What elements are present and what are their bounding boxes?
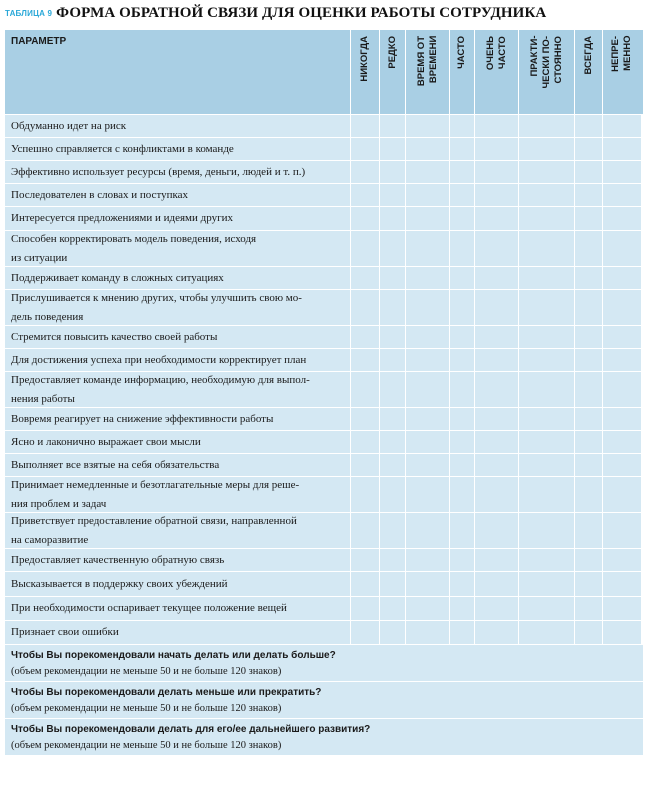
rating-cell[interactable] [406,431,450,453]
rating-cell[interactable] [351,267,380,289]
param-text: Для достижения успеха при необходимости корректирует план [11,353,307,366]
rating-cell[interactable] [475,138,519,160]
rating-cell[interactable] [519,290,575,325]
rating-cell[interactable] [475,372,519,407]
table-row [5,161,643,184]
param-cell [5,290,351,325]
rating-cell[interactable] [450,290,475,325]
rating-cell[interactable] [406,326,450,348]
rating-cell[interactable] [450,477,475,512]
rating-cell[interactable] [380,597,406,620]
rating-cell[interactable] [603,326,641,348]
column-header [575,30,603,114]
column-header [406,30,450,114]
param-cell [5,431,351,453]
param-cell [5,621,351,644]
rating-cell[interactable] [475,326,519,348]
rating-cell[interactable] [450,597,475,620]
questions-block [5,645,643,756]
param-cell [5,408,351,430]
rating-cell[interactable] [351,477,380,512]
rating-cell[interactable] [603,372,641,407]
param-cell [5,513,351,548]
question-note: (объем рекомендации не меньше 50 и не больше 120 знаков) [11,740,282,751]
rating-cell[interactable] [519,454,575,476]
rating-cell[interactable] [519,326,575,348]
rating-cell[interactable] [603,454,641,476]
rating-cell[interactable] [519,621,575,644]
table-row [5,326,643,349]
rating-cell[interactable] [519,597,575,620]
rating-cell[interactable] [406,621,450,644]
question-note: (объем рекомендации не меньше 50 и не больше 120 знаков) [11,666,282,677]
question-text: Чтобы Вы порекомендовали делать для его/ее дальнейшего развития? [11,724,371,735]
rating-cell[interactable] [380,290,406,325]
rating-cell[interactable] [450,267,475,289]
table-row [5,597,643,621]
param-text: Интересуется предложениями и идеями других [11,212,233,224]
rating-cell[interactable] [351,372,380,407]
table-row [5,207,643,231]
table-row [5,408,643,431]
param-cell [5,477,351,512]
param-text: Ясно и лаконично выражает свои мысли [11,435,201,448]
rating-cell[interactable] [519,477,575,512]
rating-cell[interactable] [406,513,450,548]
rating-cell[interactable] [406,572,450,596]
rating-cell[interactable] [603,267,641,289]
rating-cell[interactable] [406,231,450,266]
rating-cell[interactable] [519,161,575,183]
param-text: При необходимости оспаривает текущее положение вещей [11,602,287,614]
rating-cell[interactable] [475,207,519,230]
rating-cell[interactable] [603,207,641,230]
rating-cell[interactable] [351,115,380,137]
rating-cell[interactable] [406,115,450,137]
rating-cell[interactable] [603,231,641,266]
column-header-label: ПРАКТИ- ЧЕСКИ ПО- СТОЯННО [528,36,564,89]
param-text: Высказывается в поддержку своих убеждений [11,577,228,590]
table-row [5,372,643,408]
rating-cell[interactable] [575,207,603,230]
rating-cell[interactable] [475,184,519,206]
rating-cell[interactable] [380,184,406,206]
rating-cell[interactable] [575,477,603,512]
question-note: (объем рекомендации не меньше 50 и не больше 120 знаков) [11,703,282,714]
rating-cell[interactable] [406,597,450,620]
rating-cell[interactable] [380,326,406,348]
rating-cell[interactable] [351,290,380,325]
rating-cell[interactable] [351,349,380,371]
param-cell [5,115,351,137]
table-row [5,431,643,454]
rating-cell[interactable] [450,115,475,137]
rating-cell[interactable] [519,115,575,137]
rating-cell[interactable] [519,431,575,453]
param-cell [5,184,351,206]
param-text: Прислушивается к мнению других, чтобы улучшить свою мо- [11,291,302,304]
rating-cell[interactable] [450,621,475,644]
param-text: Вовремя реагирует на снижение эффективности работы [11,412,274,425]
rating-cell[interactable] [603,621,641,644]
param-cell [5,349,351,371]
param-cell [5,597,351,620]
column-header [351,30,380,114]
table-body [5,115,643,645]
column-header-label: НИКОГДА [359,36,370,82]
rating-cell[interactable] [380,267,406,289]
table-row [5,184,643,207]
rating-cell[interactable] [575,549,603,571]
rating-cell[interactable] [380,454,406,476]
rating-cell[interactable] [351,431,380,453]
table-header [5,30,643,115]
rating-cell[interactable] [603,513,641,548]
rating-cell[interactable] [380,138,406,160]
rating-cell[interactable] [380,349,406,371]
column-header-label: ВСЕГДА [582,36,594,75]
rating-cell[interactable] [519,549,575,571]
rating-cell[interactable] [475,572,519,596]
table-row [5,454,643,477]
param-text: ния проблем и задач [11,497,107,510]
param-cell [5,161,351,183]
param-text: Способен корректировать модель поведения, исходя [11,232,257,245]
rating-cell[interactable] [575,372,603,407]
question-text: Чтобы Вы порекомендовали начать делать или делать больше? [11,650,336,661]
rating-cell[interactable] [351,184,380,206]
rating-cell[interactable] [575,326,603,348]
param-text: Предоставляет команде информацию, необходимую для выпол- [11,373,310,386]
rating-cell[interactable] [575,115,603,137]
rating-cell[interactable] [519,267,575,289]
param-text: Выполняет все взятые на себя обязательства [11,458,220,471]
table-row [5,231,643,267]
rating-cell[interactable] [380,207,406,230]
rating-cell[interactable] [380,549,406,571]
rating-cell[interactable] [603,161,641,183]
rating-cell[interactable] [575,231,603,266]
rating-cell[interactable] [519,349,575,371]
rating-cell[interactable] [603,349,641,371]
rating-cell[interactable] [406,349,450,371]
rating-cell[interactable] [406,161,450,183]
rating-cell[interactable] [450,138,475,160]
rating-cell[interactable] [475,349,519,371]
rating-cell[interactable] [450,349,475,371]
rating-cell[interactable] [406,207,450,230]
rating-cell[interactable] [406,138,450,160]
rating-cell[interactable] [450,454,475,476]
rating-cell[interactable] [406,454,450,476]
rating-cell[interactable] [351,326,380,348]
rating-cell[interactable] [351,161,380,183]
rating-cell[interactable] [351,572,380,596]
rating-cell[interactable] [575,184,603,206]
rating-cell[interactable] [475,597,519,620]
column-header-label: ВРЕМЯ ОТ ВРЕМЕНИ [415,36,439,87]
rating-cell[interactable] [380,408,406,430]
rating-cell[interactable] [603,184,641,206]
rating-cell[interactable] [519,184,575,206]
rating-cell[interactable] [406,184,450,206]
rating-cell[interactable] [406,267,450,289]
column-header-label: ЧАСТО [456,36,467,69]
rating-cell[interactable] [475,513,519,548]
table-label: ТАБЛИЦА 9 [5,8,53,18]
rating-cell[interactable] [475,477,519,512]
param-text: Последователен в словах и поступках [11,188,189,201]
rating-cell[interactable] [603,431,641,453]
rating-cell[interactable] [575,267,603,289]
param-cell [5,267,351,289]
column-header-label: РЕДКО [386,36,398,69]
rating-cell[interactable] [351,408,380,430]
rating-cell[interactable] [519,572,575,596]
rating-cell[interactable] [450,161,475,183]
rating-cell[interactable] [575,597,603,620]
param-text: дель поведения [11,310,84,323]
rating-cell[interactable] [406,372,450,407]
param-header: ПАРАМЕТР [5,30,351,114]
rating-cell[interactable] [519,138,575,160]
table-row [5,290,643,326]
rating-cell[interactable] [575,349,603,371]
rating-cell[interactable] [351,621,380,644]
rating-cell[interactable] [380,431,406,453]
rating-cell[interactable] [380,115,406,137]
rating-cell[interactable] [575,431,603,453]
column-header [380,30,406,114]
rating-cell[interactable] [475,161,519,183]
rating-cell[interactable] [603,597,641,620]
rating-cell[interactable] [450,513,475,548]
param-text: Поддерживает команду в сложных ситуациях [11,271,224,284]
rating-cell[interactable] [351,454,380,476]
rating-cell[interactable] [575,513,603,548]
table-row [5,513,643,549]
param-text: на саморазвитие [11,533,89,546]
rating-cell[interactable] [575,290,603,325]
rating-cell[interactable] [603,549,641,571]
rating-cell[interactable] [475,454,519,476]
rating-cell[interactable] [475,408,519,430]
rating-cell[interactable] [450,408,475,430]
table-row [5,267,643,290]
rating-cell[interactable] [406,408,450,430]
rating-cell[interactable] [575,138,603,160]
rating-cell[interactable] [519,372,575,407]
param-cell [5,231,351,266]
rating-cell[interactable] [575,572,603,596]
recommendation-box[interactable] [5,719,643,756]
rating-cell[interactable] [450,326,475,348]
rating-cell[interactable] [475,267,519,289]
param-text: из ситуации [11,251,68,264]
rating-cell[interactable] [475,621,519,644]
rating-cell[interactable] [380,231,406,266]
rating-cell[interactable] [380,477,406,512]
rating-cell[interactable] [450,549,475,571]
rating-cell[interactable] [450,231,475,266]
rating-cell[interactable] [603,477,641,512]
rating-cell[interactable] [575,454,603,476]
table-row [5,549,643,572]
rating-cell[interactable] [475,290,519,325]
param-text: Стремится повысить качество своей работы [11,330,218,343]
rating-cell[interactable] [519,408,575,430]
param-cell [5,138,351,160]
column-header [603,30,641,114]
rating-cell[interactable] [380,513,406,548]
rating-cell[interactable] [519,231,575,266]
param-text: Обдуманно идет на риск [11,119,127,132]
rating-cell[interactable] [351,549,380,571]
table-row [5,477,643,513]
feedback-table [5,30,643,756]
param-text: Признает свои ошибки [11,626,119,638]
param-text: Приветствует предоставление обратной связи, направленной [11,514,297,527]
rating-cell[interactable] [450,431,475,453]
param-cell [5,326,351,348]
param-text: Успешно справляется с конфликтами в команде [11,142,234,155]
rating-cell[interactable] [351,597,380,620]
param-text: нения работы [11,392,75,405]
rating-cell[interactable] [603,572,641,596]
param-text: Эффективно использует ресурсы (время, деньги, людей и т. п.) [11,165,306,178]
rating-cell[interactable] [475,231,519,266]
rating-cell[interactable] [380,161,406,183]
rating-cell[interactable] [351,138,380,160]
rating-cell[interactable] [519,513,575,548]
rating-cell[interactable] [380,372,406,407]
table-row [5,621,643,645]
rating-cell[interactable] [603,138,641,160]
param-cell [5,372,351,407]
rating-cell[interactable] [475,549,519,571]
param-text: Принимает немедленные и безотлагательные меры для реше- [11,478,300,491]
rating-cell[interactable] [351,513,380,548]
rating-cell[interactable] [450,184,475,206]
column-header [519,30,575,114]
rating-cell[interactable] [406,477,450,512]
rating-cell[interactable] [380,621,406,644]
rating-cell[interactable] [406,549,450,571]
column-header-label: НЕПРЕ- МЕННО [610,36,633,72]
table-row [5,349,643,372]
rating-cell[interactable] [603,408,641,430]
rating-cell[interactable] [575,408,603,430]
recommendation-box[interactable] [5,645,643,682]
column-header-label: ОЧЕНЬ ЧАСТО [484,36,508,71]
page-title: ФОРМА ОБРАТНОЙ СВЯЗИ ДЛЯ ОЦЕНКИ РАБОТЫ СОТРУДНИКА [56,4,547,21]
rating-cell[interactable] [603,290,641,325]
rating-cell[interactable] [380,572,406,596]
rating-cell[interactable] [575,621,603,644]
param-cell [5,207,351,230]
param-cell [5,572,351,596]
rating-cell[interactable] [351,207,380,230]
param-cell [5,454,351,476]
table-row [5,572,643,597]
rating-cell[interactable] [450,372,475,407]
rating-cell[interactable] [450,572,475,596]
rating-cell[interactable] [475,115,519,137]
rating-cell[interactable] [519,207,575,230]
recommendation-box[interactable] [5,682,643,719]
question-text: Чтобы Вы порекомендовали делать меньше или прекратить? [11,687,322,698]
column-header [450,30,475,114]
title-row [5,4,546,22]
table-row [5,115,643,138]
param-cell [5,549,351,571]
rating-cell[interactable] [351,231,380,266]
rating-cell[interactable] [475,431,519,453]
table-row [5,138,643,161]
rating-cell[interactable] [406,290,450,325]
param-text: Предоставляет качественную обратную связь [11,553,225,566]
rating-cell[interactable] [603,115,641,137]
column-header [475,30,519,114]
rating-cell[interactable] [450,207,475,230]
rating-cell[interactable] [575,161,603,183]
